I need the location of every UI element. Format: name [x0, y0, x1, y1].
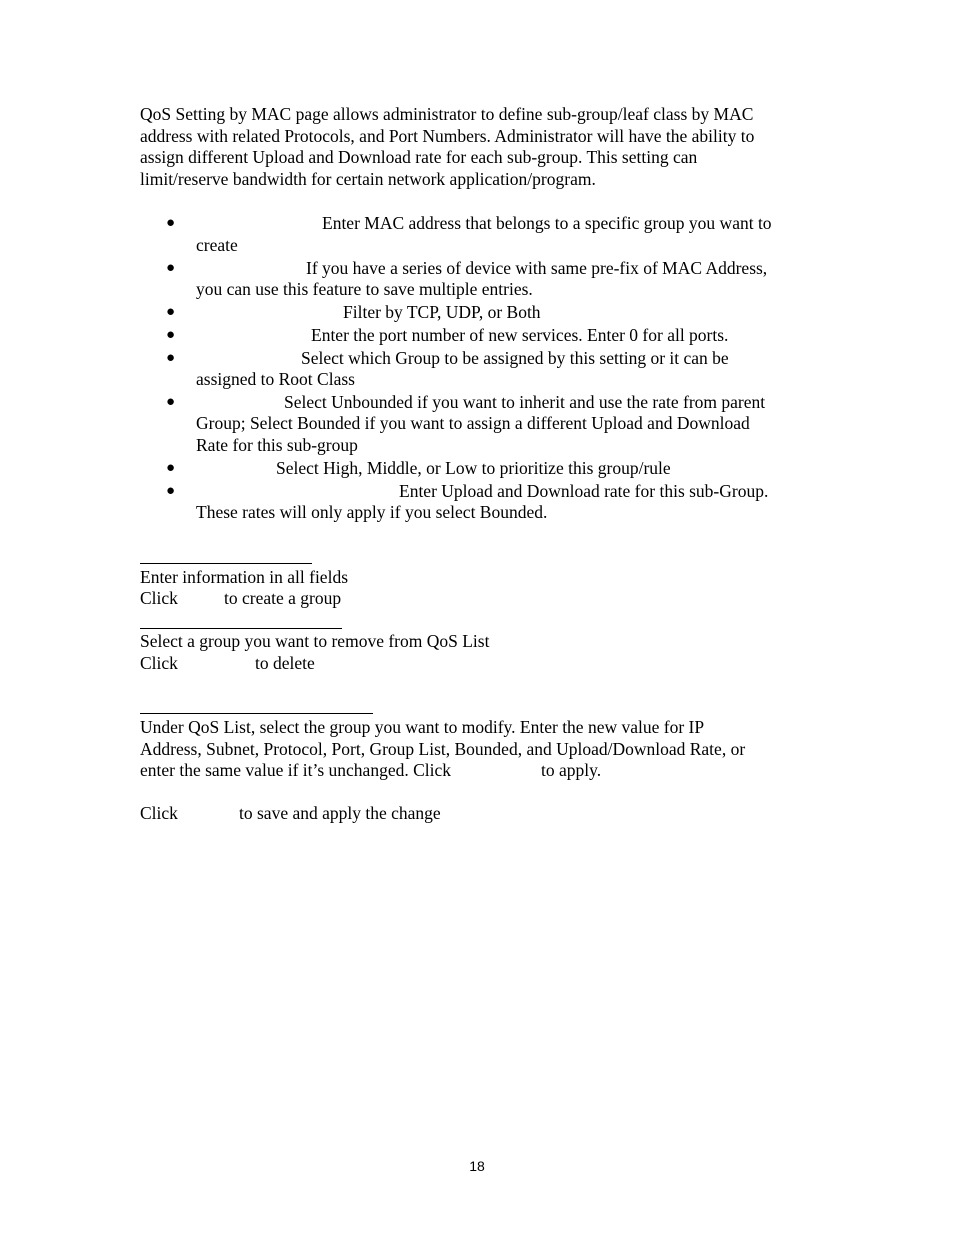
bullet-3-line-1: Filter by TCP, UDP, or Both [343, 302, 541, 322]
bullet-4-line-1: Enter the port number of new services. Enter 0 for all ports. [311, 325, 729, 345]
bullet-dot: ● [166, 350, 176, 366]
heading-underline [140, 628, 342, 629]
bullet-8-line-1: Enter Upload and Download rate for this sub-Group. [399, 481, 769, 501]
delete-instruction: Select a group you want to remove from QoS List [140, 631, 490, 651]
bullet-6-line-3: Rate for this sub-group [196, 435, 358, 455]
bullet-5-line-2: assigned to Root Class [196, 369, 355, 389]
bullet-5-line-1: Select which Group to be assigned by this setting or it can be [301, 348, 729, 368]
bullet-6-line-2: Group; Select Bounded if you want to assign a different Upload and Download [196, 413, 750, 433]
modify-line-3-rest: to apply. [541, 760, 602, 780]
save-click-rest: to save and apply the change [239, 803, 441, 823]
intro-line-3: assign different Upload and Download rate for each sub-group. This setting can [140, 147, 698, 167]
page-number: 18 [469, 1158, 485, 1174]
bullet-dot: ● [166, 394, 176, 410]
bullet-dot: ● [166, 260, 176, 276]
bullet-dot: ● [166, 304, 176, 320]
bullet-6-line-1: Select Unbounded if you want to inherit and use the rate from parent [284, 392, 766, 412]
heading-underline [140, 563, 312, 564]
bullet-8-line-2: These rates will only apply if you select Bounded. [196, 502, 548, 522]
modify-line-2: Address, Subnet, Protocol, Port, Group List, Bounded, and Upload/Download Rate, or [140, 739, 746, 759]
bullet-1-line-1: Enter MAC address that belongs to a specific group you want to [322, 213, 772, 233]
bullet-dot: ● [166, 460, 176, 476]
delete-click-rest: to delete [255, 653, 315, 673]
heading-underline [140, 713, 373, 714]
modify-line-1: Under QoS List, select the group you want to modify. Enter the new value for IP [140, 717, 705, 737]
delete-click-label: Click [140, 653, 178, 673]
bullet-1-line-2: create [196, 235, 238, 255]
intro-line-4: limit/reserve bandwidth for certain network application/program. [140, 169, 596, 189]
bullet-2-line-2: you can use this feature to save multiple entries. [196, 279, 533, 299]
bullet-7-line-1: Select High, Middle, or Low to prioritize this group/rule [276, 458, 671, 478]
modify-line-3: enter the same value if it’s unchanged. Click [140, 760, 452, 780]
save-click-label: Click [140, 803, 178, 823]
add-instruction: Enter information in all fields [140, 567, 349, 587]
add-click-label: Click [140, 588, 178, 608]
bullet-dot: ● [166, 215, 176, 231]
bullet-2-line-1: If you have a series of device with same pre-fix of MAC Address, [306, 258, 768, 278]
intro-line-2: address with related Protocols, and Port Numbers. Administrator will have the ability to [140, 126, 755, 146]
add-click-rest: to create a group [224, 588, 342, 608]
intro-line-1: QoS Setting by MAC page allows administrator to define sub-group/leaf class by MAC [140, 104, 754, 124]
bullet-dot: ● [166, 327, 176, 343]
bullet-dot: ● [166, 483, 176, 499]
